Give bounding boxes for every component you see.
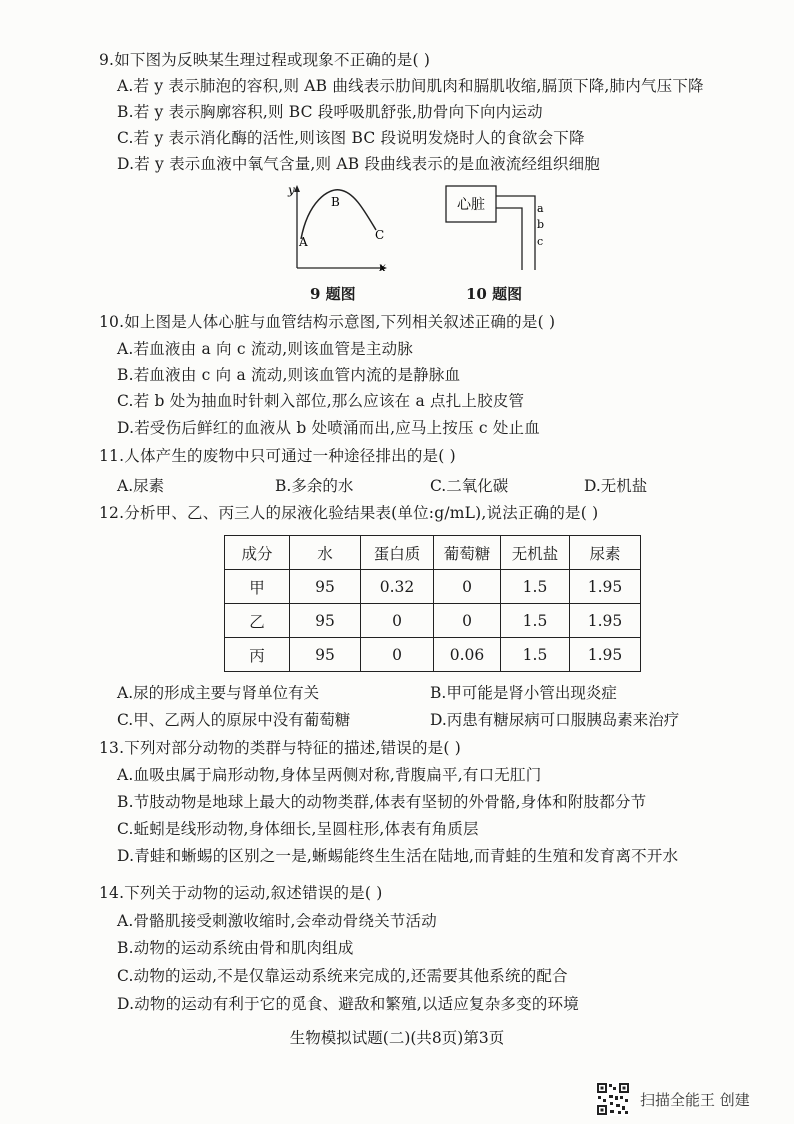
question-10-option-a: A.若血液由 a 向 c 流动,则该血管是主动脉 [117,340,413,358]
point-c-label: c [537,235,544,248]
question-14-option-d: D.动物的运动有利于它的觅食、避敌和繁殖,以适应复杂多变的环境 [117,995,579,1013]
question-10-stem: 10.如上图是人体心脏与血管结构示意图,下列相关叙述正确的是( ) [99,313,556,331]
table-cell: 0 [361,604,434,638]
table-row [225,638,641,672]
point-b-label: b [537,218,545,231]
table-cell: 0.06 [434,638,501,672]
question-9-option-d: D.若 y 表示血液中氧气含量,则 AB 段曲线表示的是血液流经组织细胞 [117,155,600,173]
vessel-outer-wall [496,196,535,270]
table-header-cell: 尿素 [570,536,641,570]
question-12-option-a: A.尿的形成主要与肾单位有关 [117,684,320,702]
question-14-option-a: A.骨骼肌接受刺激收缩时,会牵动骨绕关节活动 [117,912,437,930]
qr-code-icon [596,1082,630,1116]
table-cell: 95 [290,604,361,638]
question-11-option-b: B.多余的水 [275,477,354,495]
table-row [225,604,641,638]
question-13-option-d: D.青蛙和蜥蜴的区别之一是,蜥蜴能终生生活在陆地,而青蛙的生殖和发育离不开水 [117,847,679,865]
question-9-option-b: B.若 y 表示胸廓容积,则 BC 段呼吸肌舒张,肋骨向下向内运动 [117,103,543,121]
question-14-option-c: C.动物的运动,不是仅靠运动系统来完成的,还需要其他系统的配合 [117,967,568,985]
table-header-cell: 无机盐 [501,536,570,570]
question-12-option-b: B.甲可能是肾小管出现炎症 [430,684,617,702]
question-11-option-a: A.尿素 [117,477,165,495]
table-cell: 1.95 [570,638,641,672]
table-cell: 0.32 [361,570,434,604]
figure-9-caption: 9 题图 [310,285,356,303]
point-c-label: C [375,228,385,242]
table-cell: 95 [290,570,361,604]
question-13-option-b: B.节肢动物是地球上最大的动物类群,体表有坚韧的外骨骼,身体和附肢都分节 [117,793,647,811]
point-b-label: B [331,195,340,209]
question-12-stem: 12.分析甲、乙、丙三人的尿液化验结果表(单位:g/mL),说法正确的是( ) [99,504,599,522]
question-13-option-a: A.血吸虫属于扁形动物,身体呈两侧对称,背腹扁平,有口无肛门 [117,766,542,784]
figure-10-heart-vessel-diagram [440,182,560,274]
heart-label: 心脏 [457,197,485,213]
table-cell: 乙 [225,604,290,638]
table-cell: 1.95 [570,604,641,638]
question-9-option-c: C.若 y 表示消化酶的活性,则该图 BC 段说明发烧时人的食欲会下降 [117,129,585,147]
table-header-cell: 水 [290,536,361,570]
vessel-inner-wall [496,208,522,270]
question-13-stem: 13.下列对部分动物的类群与特征的描述,错误的是( ) [99,739,461,757]
point-a-label: A [299,235,308,249]
question-9-stem: 9.如下图为反映某生理过程或现象不正确的是( ) [99,51,431,69]
question-11-option-d: D.无机盐 [584,477,648,495]
question-14-option-b: B.动物的运动系统由骨和肌肉组成 [117,939,354,957]
question-10-option-c: C.若 b 处为抽血时针刺入部位,那么应该在 a 点扎上胶皮管 [117,392,525,410]
table-cell: 甲 [225,570,290,604]
table-row [225,570,641,604]
table-cell: 0 [361,638,434,672]
question-11-options [0,476,794,496]
table-header-cell: 成分 [225,536,290,570]
question-9-option-a: A.若 y 表示肺泡的容积,则 AB 曲线表示肋间肌肉和膈肌收缩,膈顶下降,肺内气压下降 [117,77,704,95]
table-cell: 95 [290,638,361,672]
table-cell: 1.5 [501,570,570,604]
question-12-option-c: C.甲、乙两人的原尿中没有葡萄糖 [117,711,351,729]
scanner-label: 扫描全能王 创建 [640,1091,750,1109]
table-cell: 丙 [225,638,290,672]
y-axis-label: y [288,183,295,197]
table-header-cell: 葡萄糖 [434,536,501,570]
table-header-cell: 蛋白质 [361,536,434,570]
table-cell: 1.5 [501,638,570,672]
y-axis-arrow [294,185,300,192]
question-11-option-c: C.二氧化碳 [430,477,509,495]
urine-test-table [224,535,641,672]
figure-9-curve-diagram [282,182,392,274]
question-13-option-c: C.蚯蚓是线形动物,身体细长,呈圆柱形,体表有角质层 [117,820,479,838]
figure-10-caption: 10 题图 [466,285,523,303]
table-cell: 1.95 [570,570,641,604]
table-header-row [225,536,641,570]
x-axis-label: x [379,260,386,274]
table-cell: 1.5 [501,604,570,638]
table-cell: 0 [434,604,501,638]
question-14-stem: 14.下列关于动物的运动,叙述错误的是( ) [99,884,383,902]
question-10-option-d: D.若受伤后鲜红的血液从 b 处喷涌而出,应马上按压 c 处止血 [117,419,540,437]
scanner-watermark [596,1082,786,1116]
question-12-option-d: D.丙患有糖尿病可口服胰岛素来治疗 [430,711,680,729]
point-a-label: a [537,202,544,215]
question-12-options-row-2 [0,710,794,730]
question-12-options-row-1 [0,683,794,703]
question-10-option-b: B.若血液由 c 向 a 流动,则该血管内流的是静脉血 [117,366,461,384]
table-cell: 0 [434,570,501,604]
page-footer: 生物模拟试题(二)(共8页)第3页 [289,1029,505,1047]
question-11-stem: 11.人体产生的废物中只可通过一种途径排出的是( ) [99,447,456,465]
